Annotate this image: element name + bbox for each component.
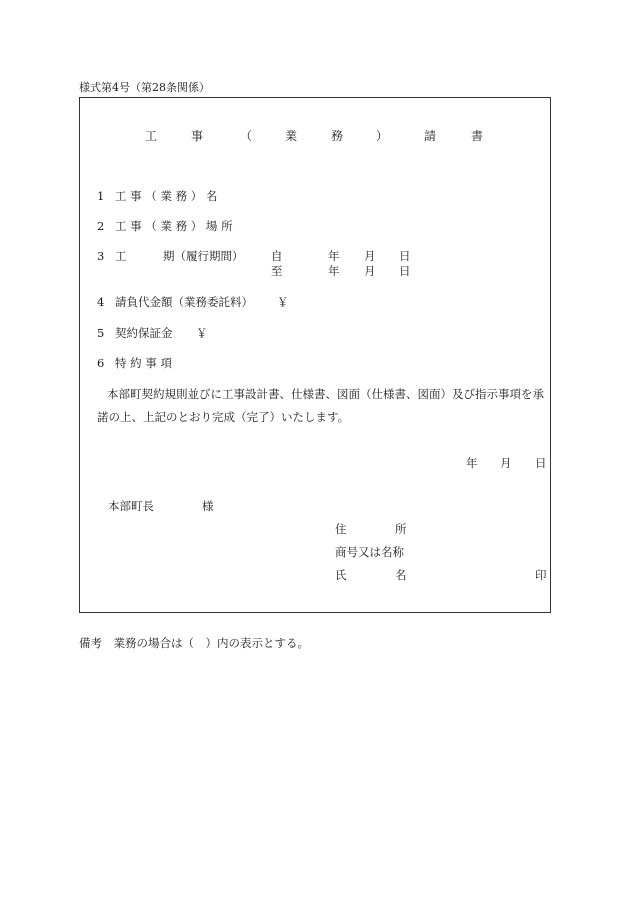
period-from-day: 日 [399,249,411,263]
title-char: ） [376,129,389,143]
item-number: 1 [97,189,105,203]
yen-sign: ￥ [277,295,289,309]
item-number: 5 [97,326,105,340]
title-char: 業 [285,129,298,143]
item-construction-name-label: 工 事 （ 業 務 ） 名 [115,189,218,203]
item-number: 4 [97,295,105,309]
item-special-terms-label: 特 約 事 項 [115,356,172,370]
date-day: 日 [535,456,547,470]
period-to-year: 年 [328,264,340,278]
form-number-label: 様式第4号（第28条関係） [79,81,210,94]
title-char: 請 [424,129,437,143]
title-char: （ [240,129,253,143]
title-char: 書 [471,129,484,143]
period-to-day: 日 [399,264,411,278]
item-period-label-a: 工 [115,249,127,263]
body-text-line: 本部町契約規則並びに工事設計書、仕様書、図面（仕様書、図面）及び指示事項を承 [107,387,544,401]
remarks-note: 備考 業務の場合は（ ）内の表示とする。 [79,636,309,650]
item-contract-amount-label: 請負代金額（業務委託料） [115,295,253,309]
signer-name-label-b: 名 [395,568,407,582]
signer-address-label-a: 住 [335,522,347,536]
date-month: 月 [500,456,512,470]
period-to-month: 月 [364,264,376,278]
item-number: 3 [97,249,105,263]
title-char: 務 [331,129,344,143]
period-from: 自 [271,249,283,263]
signer-address-label-b: 所 [395,522,407,536]
title-char: 工 [145,129,158,143]
signer-name-label-a: 氏 [335,568,347,582]
item-number: 6 [97,356,105,370]
period-to: 至 [271,264,283,278]
yen-sign: ￥ [196,326,208,340]
form-frame [79,97,551,613]
body-text-line: 諾の上、上記のとおり完成（完了）いたします。 [97,410,350,424]
period-from-month: 月 [364,249,376,263]
seal-mark: 印 [535,568,547,582]
addressee-honorific: 様 [202,499,214,513]
date-year: 年 [466,456,478,470]
item-construction-location-label: 工 事 （ 業 務 ） 場 所 [115,219,233,233]
signer-company-label: 商号又は名称 [335,545,404,559]
item-number: 2 [97,219,105,233]
title-char: 事 [191,129,204,143]
addressee-name: 本部町長 [108,499,154,513]
item-guarantee-label: 契約保証金 [115,326,173,340]
item-period-label-b: 期（履行期間） [163,249,244,263]
period-from-year: 年 [328,249,340,263]
